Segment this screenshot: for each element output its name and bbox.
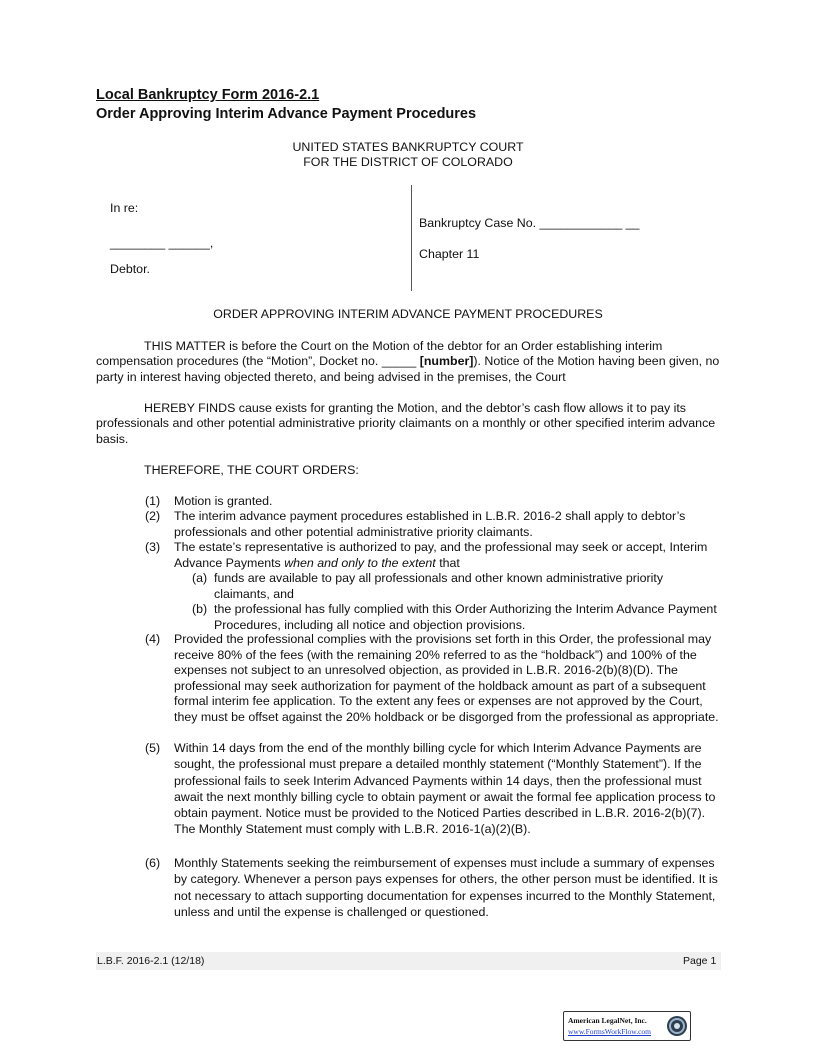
item-text: Within 14 days from the end of the monthly billing cycle for which Interim Advance Payments are sought, the professional must prepare a detailed monthly statement (“Monthly Statement”). If the professional fails to seek Interim Advanced Payments within 14 days, then the professional must await the next monthly billing cycle to obtain payment or await the formal fee application process to obtain payment. Notice must be provided to the Noticed Parties described in L.B.R. 2016-2(b)(7). The Monthly Statement must comply with L.B.R. 2016-1(a)(2)(B).: [174, 741, 716, 837]
list-item: [145, 740, 722, 838]
item-text-part: The estate’s representative is authorized to pay, and the professional may seek or accept, Interim Advance Payments: [174, 540, 708, 570]
sub-item-label: (b): [192, 602, 208, 617]
list-item: [145, 509, 722, 540]
chapter-label: Chapter 11: [419, 247, 480, 261]
list-item: [145, 494, 722, 510]
item-text: Motion is granted.: [174, 494, 273, 508]
item-text: Provided the professional complies with the provisions set forth in this Order, the professional may receive 80% of the fees (with the remaining 20% referred to as the “holdback”) and 100% of the expenses not subject to an unresolved objection, as provided in L.B.R. 2016-2(b)(8)(D). The professional may seek authorization for payment of the holdback amount as part of a subsequent formal interim fee application. To the extent any fees or expenses are not approved by the Court, they must be offset against the 20% holdback or be disgorged from the professional as appropriate.: [174, 632, 719, 724]
form-subtitle: Order Approving Interim Advance Payment Procedures: [96, 106, 477, 122]
globe-icon: [666, 1015, 688, 1040]
page-number: Page 1: [683, 955, 717, 967]
form-title: Local Bankruptcy Form 2016-2.1: [96, 87, 320, 103]
item-text-italic: when and only to the extent: [284, 555, 436, 570]
intro-text-a: THIS MATTER is before the Court on the Motion of the debtor for an Order establishing interim compensation procedures (the “Motion”, Docket no. _____: [96, 339, 663, 369]
legalnet-badge[interactable]: [563, 1011, 691, 1041]
order-title: ORDER APPROVING INTERIM ADVANCE PAYMENT PROCEDURES: [213, 307, 603, 321]
case-number: Bankruptcy Case No. ____________ __: [419, 216, 640, 230]
badge-company: American LegalNet, Inc.: [568, 1016, 647, 1025]
sub-item: [192, 602, 722, 633]
findings-text: HEREBY FINDS cause exists for granting the Motion, and the debtor’s cash flow allows it to pay its professionals and other potential administrative priority claimants on a monthly or other specified interim advance basis.: [96, 401, 716, 446]
sub-item-text: the professional has fully complied with this Order Authorizing the Interim Advance Payment Procedures, including all notice and objection provisions.: [214, 602, 717, 632]
list-item: [145, 855, 722, 920]
in-re-label: In re:: [110, 201, 139, 215]
caption-divider: [411, 185, 412, 291]
item-number: (1): [145, 494, 161, 508]
court-name: UNITED STATES BANKRUPTCY COURT: [292, 140, 524, 154]
item-number: (6): [145, 856, 161, 870]
item-number: (2): [145, 509, 161, 523]
court-district: FOR THE DISTRICT OF COLORADO: [303, 155, 513, 169]
item-text: [174, 540, 722, 571]
item-number: (3): [145, 540, 161, 554]
item-text: The interim advance payment procedures established in L.B.R. 2016-2 shall apply to debtor’s professionals and other potential administrative priority claimants.: [174, 509, 686, 539]
sub-item: [192, 571, 722, 602]
list-item: [145, 632, 722, 726]
debtor-label: Debtor.: [110, 262, 150, 276]
debtor-name-blank: ________ ______,: [110, 236, 214, 250]
list-item: [145, 540, 722, 634]
orders-heading-text: THEREFORE, THE COURT ORDERS:: [144, 463, 359, 477]
sub-item-text: funds are available to pay all professionals and other known administrative priority claimants, and: [214, 571, 664, 601]
orders-heading: [96, 463, 721, 478]
item-text: Monthly Statements seeking the reimbursement of expenses must include a summary of expenses by category. Whenever a person pays expenses for others, the other person must be identified. It is not necessary to attach supporting documentation for expenses incurred to the Monthly Statement, unless and until the expense is challenged or questioned.: [174, 856, 718, 919]
sub-item-label: (a): [192, 571, 208, 586]
badge-link[interactable]: www.FormsWorkFlow.com: [568, 1027, 652, 1036]
form-id: L.B.F. 2016-2.1 (12/18): [97, 955, 205, 967]
item-number: (5): [145, 741, 161, 755]
intro-text-b: ). Notice of the Motion having been given, no party in interest having objected thereto, and being advised in the premises, the Court: [96, 354, 720, 384]
item-number: (4): [145, 632, 161, 646]
docket-number-placeholder: [number]: [419, 354, 474, 369]
findings-paragraph: [96, 401, 721, 447]
item-text-part: that: [435, 555, 460, 570]
intro-paragraph: [96, 339, 721, 385]
